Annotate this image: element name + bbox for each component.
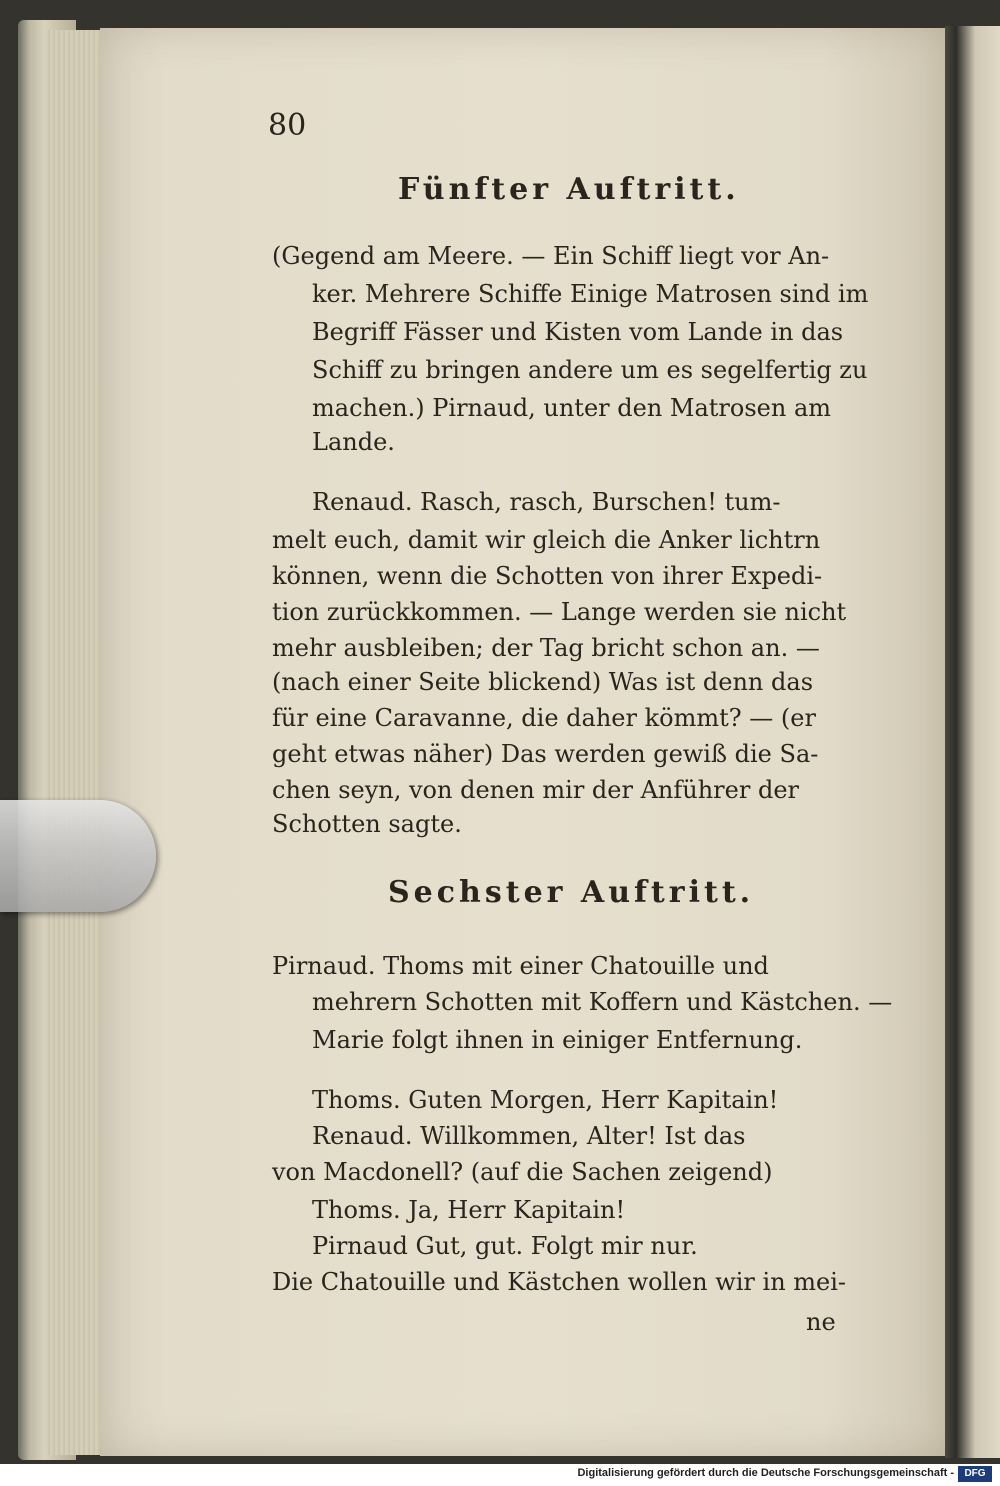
stage-direction-line: ker. Mehrere Schiffe Einige Matrosen sind im xyxy=(312,280,869,308)
catchword: ne xyxy=(806,1308,836,1336)
stage-direction-line: Marie folgt ihnen in einiger Entfernung. xyxy=(312,1026,803,1054)
page-number: 80 xyxy=(268,108,307,143)
stage-direction-line: (Gegend am Meere. — Ein Schiff liegt vor An- xyxy=(272,242,830,270)
dialogue-line: Renaud. Rasch, rasch, Burschen! tum- xyxy=(312,488,781,516)
dialogue-line: Die Chatouille und Kästchen wollen wir in mei- xyxy=(272,1268,847,1296)
dfg-logo[interactable]: DFG xyxy=(958,1466,992,1482)
dialogue-line: Schotten sagte. xyxy=(272,810,462,838)
stage-direction-line: mehrern Schotten mit Koffern und Kästchen. — xyxy=(312,988,893,1016)
dialogue-line: chen seyn, von denen mir der Anführer der xyxy=(272,776,799,804)
dialogue-line: (nach einer Seite blickend) Was ist denn das xyxy=(272,668,814,696)
dialogue-line: melt euch, damit wir gleich die Anker lichtrn xyxy=(272,526,821,554)
page-stack-edge xyxy=(46,30,106,1455)
stage-direction-line: Pirnaud. Thoms mit einer Chatouille und xyxy=(272,952,769,980)
dialogue-line: Thoms. Guten Morgen, Herr Kapitain! xyxy=(312,1086,779,1114)
dialogue-line: Renaud. Willkommen, Alter! Ist das xyxy=(312,1122,746,1150)
dialogue-line: mehr ausbleiben; der Tag bricht schon an. — xyxy=(272,634,820,662)
dialogue-line: geht etwas näher) Das werden gewiß die Sa- xyxy=(272,740,819,768)
stage-direction-line: Schiff zu bringen andere um es segelfertig zu xyxy=(312,356,868,384)
footer-credit: Digitalisierung gefördert durch die Deutsche Forschungsgemeinschaft - xyxy=(577,1467,954,1479)
dialogue-line: tion zurückkommen. — Lange werden sie nicht xyxy=(272,598,847,626)
dialogue-line: Thoms. Ja, Herr Kapitain! xyxy=(312,1196,626,1224)
page-marker-tab xyxy=(0,800,156,912)
dialogue-line: für eine Caravanne, die daher kömmt? — (er xyxy=(272,704,816,732)
stage-direction-line: machen.) Pirnaud, unter den Matrosen am xyxy=(312,394,832,422)
scene-heading-6: Sechster Auftritt. xyxy=(388,875,755,910)
dialogue-line: können, wenn die Schotten von ihrer Expedi- xyxy=(272,562,823,590)
stage-direction-line: Begriff Fässer und Kisten vom Lande in das xyxy=(312,318,844,346)
dialogue-line: Pirnaud Gut, gut. Folgt mir nur. xyxy=(312,1232,698,1260)
scene-heading-5: Fünfter Auftritt. xyxy=(398,172,740,207)
book-gutter xyxy=(945,26,1000,1458)
stage-direction-line: Lande. xyxy=(312,428,395,456)
dialogue-line: von Macdonell? (auf die Sachen zeigend) xyxy=(272,1158,773,1186)
